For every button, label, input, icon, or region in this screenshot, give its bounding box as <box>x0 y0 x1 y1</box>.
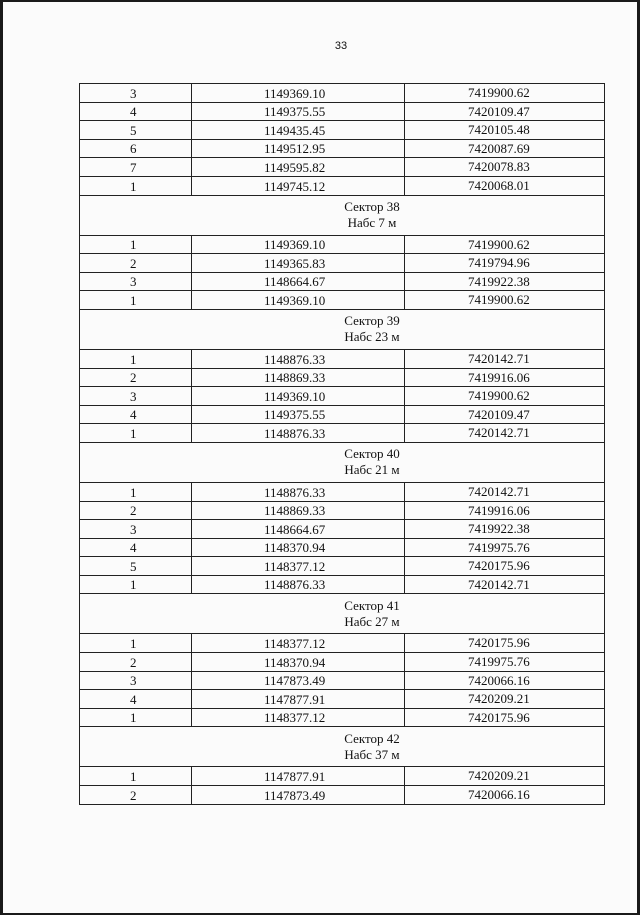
y-coordinate-cell: 7419794.96 <box>405 254 605 273</box>
x-coordinate-cell: 1149435.45 <box>192 121 405 140</box>
sector-name: Сектор 40 <box>344 446 400 462</box>
sector-absolute-height: Набс 21 м <box>344 462 400 478</box>
table-row <box>80 501 605 520</box>
table-row <box>80 767 605 786</box>
point-number-cell: 5 <box>80 557 192 576</box>
point-number-cell: 3 <box>80 84 192 103</box>
y-coordinate-cell: 7420087.69 <box>405 139 605 158</box>
table-row <box>80 139 605 158</box>
x-coordinate-cell: 1149595.82 <box>192 158 405 177</box>
table-row <box>80 557 605 576</box>
point-number-cell: 2 <box>80 501 192 520</box>
x-coordinate-cell: 1149375.55 <box>192 405 405 424</box>
x-coordinate-cell: 1148876.33 <box>192 349 405 368</box>
x-coordinate-cell: 1147873.49 <box>192 786 405 805</box>
table-row <box>80 424 605 443</box>
table-row <box>80 176 605 195</box>
y-coordinate-cell: 7420209.21 <box>405 690 605 709</box>
point-number-cell: 1 <box>80 424 192 443</box>
page-number: 33 <box>334 40 348 52</box>
y-coordinate-cell: 7420142.71 <box>405 424 605 443</box>
table-row <box>80 708 605 727</box>
point-number-cell: 1 <box>80 634 192 653</box>
point-number-cell: 3 <box>80 520 192 539</box>
x-coordinate-cell: 1148377.12 <box>192 557 405 576</box>
sector-header-row <box>80 442 605 482</box>
table-row <box>80 575 605 594</box>
point-number-cell: 2 <box>80 368 192 387</box>
point-number-cell: 4 <box>80 538 192 557</box>
point-number-cell: 1 <box>80 575 192 594</box>
y-coordinate-cell: 7420109.47 <box>405 102 605 121</box>
y-coordinate-cell: 7420142.71 <box>405 575 605 594</box>
point-number-cell: 4 <box>80 102 192 121</box>
sector-header-row <box>80 727 605 767</box>
sector-absolute-height: Набс 23 м <box>344 329 400 345</box>
table-row <box>80 349 605 368</box>
sector-header-cell <box>80 594 605 634</box>
sector-header-row <box>80 309 605 349</box>
sector-header-row <box>80 195 605 235</box>
x-coordinate-cell: 1148876.33 <box>192 424 405 443</box>
x-coordinate-cell: 1149365.83 <box>192 254 405 273</box>
point-number-cell: 1 <box>80 235 192 254</box>
y-coordinate-cell: 7420175.96 <box>405 708 605 727</box>
y-coordinate-cell: 7420078.83 <box>405 158 605 177</box>
point-number-cell: 1 <box>80 349 192 368</box>
x-coordinate-cell: 1148876.33 <box>192 575 405 594</box>
x-coordinate-cell: 1148664.67 <box>192 272 405 291</box>
y-coordinate-cell: 7419975.76 <box>405 538 605 557</box>
point-number-cell: 7 <box>80 158 192 177</box>
point-number-cell: 1 <box>80 767 192 786</box>
y-coordinate-cell: 7419975.76 <box>405 653 605 672</box>
point-number-cell: 3 <box>80 272 192 291</box>
point-number-cell: 1 <box>80 708 192 727</box>
table-row <box>80 254 605 273</box>
sector-name: Сектор 42 <box>344 730 400 746</box>
table-row <box>80 482 605 501</box>
y-coordinate-cell: 7420066.16 <box>405 671 605 690</box>
sector-absolute-height: Набс 37 м <box>344 746 400 762</box>
x-coordinate-cell: 1149745.12 <box>192 176 405 195</box>
y-coordinate-cell: 7420109.47 <box>405 405 605 424</box>
point-number-cell: 3 <box>80 387 192 406</box>
x-coordinate-cell: 1149369.10 <box>192 235 405 254</box>
x-coordinate-cell: 1148869.33 <box>192 368 405 387</box>
point-number-cell: 2 <box>80 786 192 805</box>
point-number-cell: 5 <box>80 121 192 140</box>
sector-name: Сектор 39 <box>344 313 400 329</box>
table-row <box>80 291 605 310</box>
table-row <box>80 671 605 690</box>
y-coordinate-cell: 7420066.16 <box>405 786 605 805</box>
table-row <box>80 387 605 406</box>
point-number-cell: 4 <box>80 405 192 424</box>
point-number-cell: 1 <box>80 291 192 310</box>
sector-absolute-height: Набс 27 м <box>344 613 400 629</box>
table-row <box>80 102 605 121</box>
coordinates-table <box>79 83 605 805</box>
x-coordinate-cell: 1149375.55 <box>192 102 405 121</box>
x-coordinate-cell: 1149369.10 <box>192 84 405 103</box>
sector-header-row <box>80 594 605 634</box>
sector-header-cell <box>80 195 605 235</box>
point-number-cell: 3 <box>80 671 192 690</box>
x-coordinate-cell: 1148377.12 <box>192 708 405 727</box>
point-number-cell: 1 <box>80 176 192 195</box>
table-row <box>80 653 605 672</box>
y-coordinate-cell: 7419900.62 <box>405 235 605 254</box>
y-coordinate-cell: 7419900.62 <box>405 84 605 103</box>
sector-header-cell <box>80 309 605 349</box>
y-coordinate-cell: 7420142.71 <box>405 482 605 501</box>
y-coordinate-cell: 7419916.06 <box>405 501 605 520</box>
point-number-cell: 2 <box>80 254 192 273</box>
x-coordinate-cell: 1148664.67 <box>192 520 405 539</box>
sector-header-cell <box>80 442 605 482</box>
point-number-cell: 6 <box>80 139 192 158</box>
table-row <box>80 121 605 140</box>
table-row <box>80 272 605 291</box>
table-row <box>80 235 605 254</box>
y-coordinate-cell: 7419922.38 <box>405 272 605 291</box>
coordinates-table-body <box>80 84 605 805</box>
x-coordinate-cell: 1148876.33 <box>192 482 405 501</box>
table-row <box>80 368 605 387</box>
x-coordinate-cell: 1147873.49 <box>192 671 405 690</box>
sector-name: Сектор 41 <box>344 597 400 613</box>
table-row <box>80 405 605 424</box>
table-row <box>80 84 605 103</box>
point-number-cell: 4 <box>80 690 192 709</box>
sector-header-cell <box>80 727 605 767</box>
x-coordinate-cell: 1148370.94 <box>192 538 405 557</box>
table-row <box>80 520 605 539</box>
table-row <box>80 634 605 653</box>
table-row <box>80 538 605 557</box>
x-coordinate-cell: 1147877.91 <box>192 690 405 709</box>
y-coordinate-cell: 7419900.62 <box>405 291 605 310</box>
y-coordinate-cell: 7419916.06 <box>405 368 605 387</box>
y-coordinate-cell: 7420209.21 <box>405 767 605 786</box>
x-coordinate-cell: 1148869.33 <box>192 501 405 520</box>
sector-absolute-height: Набс 7 м <box>347 215 397 231</box>
x-coordinate-cell: 1148377.12 <box>192 634 405 653</box>
point-number-cell: 2 <box>80 653 192 672</box>
x-coordinate-cell: 1148370.94 <box>192 653 405 672</box>
y-coordinate-cell: 7420175.96 <box>405 634 605 653</box>
y-coordinate-cell: 7420068.01 <box>405 176 605 195</box>
y-coordinate-cell: 7420142.71 <box>405 349 605 368</box>
y-coordinate-cell: 7420105.48 <box>405 121 605 140</box>
table-row <box>80 158 605 177</box>
x-coordinate-cell: 1149369.10 <box>192 291 405 310</box>
point-number-cell: 1 <box>80 482 192 501</box>
x-coordinate-cell: 1147877.91 <box>192 767 405 786</box>
x-coordinate-cell: 1149369.10 <box>192 387 405 406</box>
x-coordinate-cell: 1149512.95 <box>192 139 405 158</box>
sector-name: Сектор 38 <box>344 199 400 215</box>
table-row <box>80 786 605 805</box>
y-coordinate-cell: 7419900.62 <box>405 387 605 406</box>
table-row <box>80 690 605 709</box>
y-coordinate-cell: 7419922.38 <box>405 520 605 539</box>
y-coordinate-cell: 7420175.96 <box>405 557 605 576</box>
